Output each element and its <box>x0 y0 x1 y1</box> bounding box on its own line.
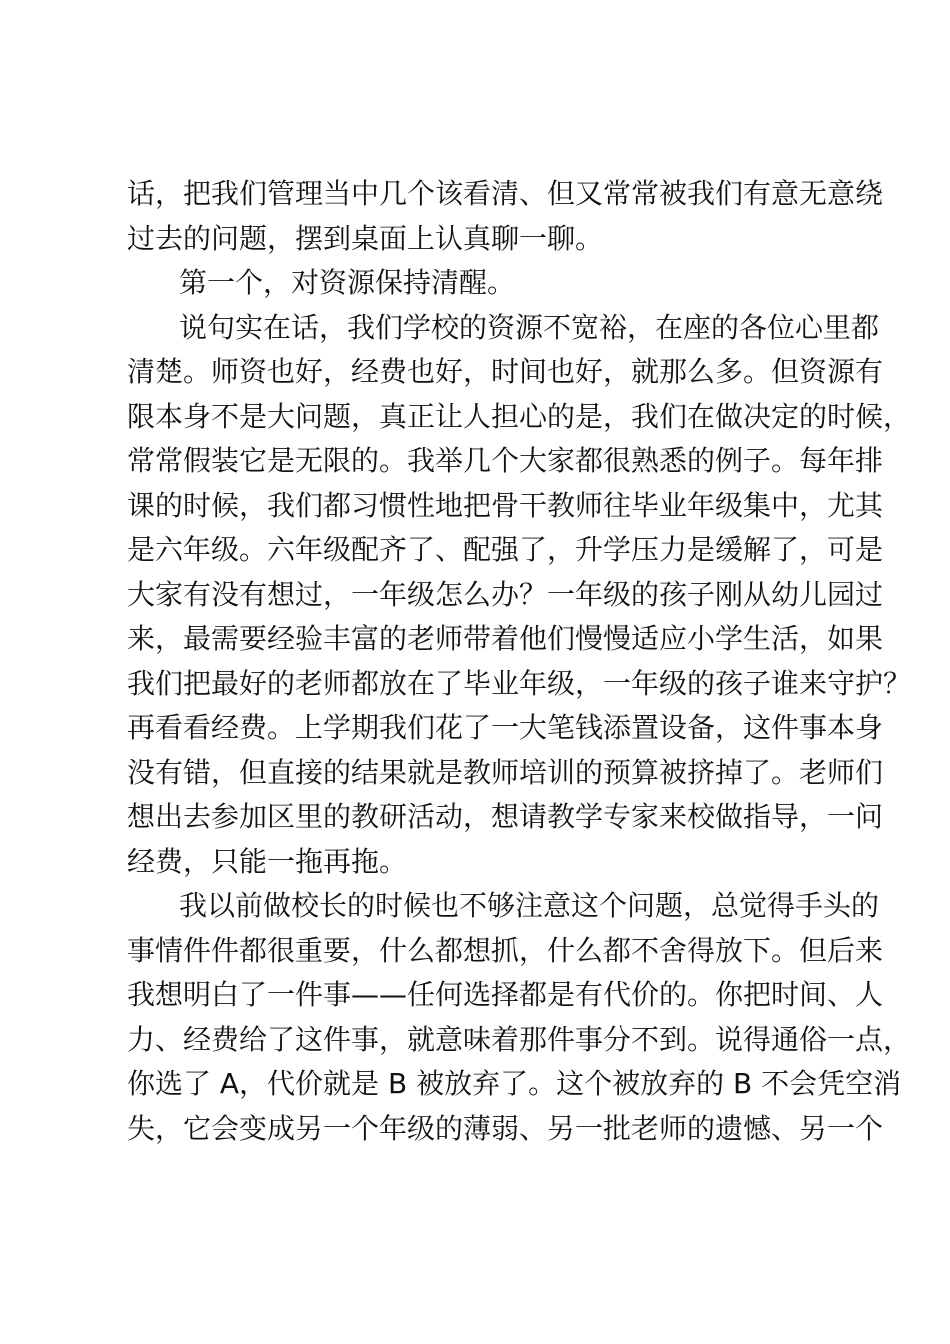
text-line: 力、经费给了这件事，就意味着那件事分不到。说得通俗一点， <box>127 1022 912 1056</box>
text-line: 过去的问题，摆到桌面上认真聊一聊。 <box>127 221 604 255</box>
text-line: 没有错，但直接的结果就是教师培训的预算被挤掉了。老师们 <box>127 755 884 789</box>
text-line: 你选了 A，代价就是 B 被放弃了。这个被放弃的 B 不会凭空消 <box>127 1067 902 1100</box>
paragraph-heading: 第一个，对资源保持清醒。 <box>179 266 516 299</box>
text-line: 再看看经费。上学期我们花了一大笔钱添置设备，这件事本身 <box>127 711 884 744</box>
text-line: 事情件件都很重要，什么都想抓，什么都不舍得放下。但后来 <box>127 933 884 967</box>
text-line: 来，最需要经验丰富的老师带着他们慢慢适应小学生活，如果 <box>127 622 884 655</box>
text-line: 说句实在话，我们学校的资源不宽裕，在座的各位心里都 <box>179 310 880 344</box>
text-line: 我们把最好的老师都放在了毕业年级，一年级的孩子谁来守护？ <box>127 666 912 700</box>
text-line: 经费，只能一拖再拖。 <box>127 844 408 878</box>
text-line: 大家有没有想过，一年级怎么办？一年级的孩子刚从幼儿园过 <box>127 577 884 611</box>
text-line: 是六年级。六年级配齐了、配强了，升学压力是缓解了，可是 <box>127 533 884 566</box>
text-line: 清楚。师资也好，经费也好，时间也好，就那么多。但资源有 <box>127 355 884 388</box>
text-line: 我以前做校长的时候也不够注意这个问题，总觉得手头的 <box>179 889 880 922</box>
text-line: 话，把我们管理当中几个该看清、但又常常被我们有意无意绕 <box>127 177 884 210</box>
text-line: 想出去参加区里的教研活动，想请教学专家来校做指导，一问 <box>127 800 884 833</box>
text-line: 常常假装它是无限的。我举几个大家都很熟悉的例子。每年排 <box>127 444 884 477</box>
text-line: 我想明白了一件事——任何选择都是有代价的。你把时间、人 <box>127 978 884 1011</box>
body-text <box>127 172 912 1151</box>
text-line: 课的时候，我们都习惯性地把骨干教师往毕业年级集中，尤其 <box>127 488 884 522</box>
text-line: 限本身不是大问题，真正让人担心的是，我们在做决定的时候， <box>127 399 912 433</box>
text-line: 失，它会变成另一个年级的薄弱、另一批老师的遗憾、另一个 <box>127 1111 884 1145</box>
